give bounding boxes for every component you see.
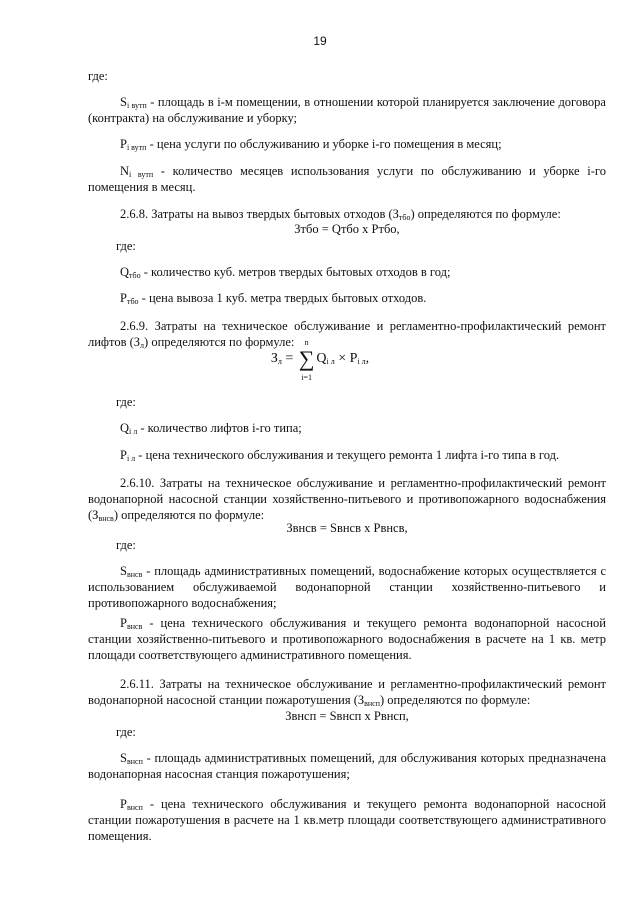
definition-q-l: $Q_{i л}$ - количество лифтов i-го типа; xyxy=(120,421,302,436)
formula-2-6-10: Звнсв = Sвнсв х Pвнсв, xyxy=(286,521,408,535)
definition-s-vnsv: $S_{внсв}$ - площадь административных помещений, водоснабжение которых осуществляется с использованием обслуживаемой водонапорной станции хозяйственно-питьевого и противопожарного водоснабжения; xyxy=(88,564,606,610)
where-label-4: где: xyxy=(116,538,136,552)
definition-n-vutp: $N_{i вутп}$ - количество месяцев использования услуги по обслуживанию и уборке i-го помещения в месяц. xyxy=(88,164,606,194)
definition-q-tbo: $Q_{тбо}$ - количество куб. метров твердых бытовых отходов в год; xyxy=(120,265,451,280)
formula-2-6-8: Зтбо = Qтбо х Pтбо, xyxy=(294,222,400,236)
definition-s-vutp: $S_{i вутп}$ - площадь в i-м помещении, в отношении которой планируется заключение договора (контракта) на обслуживание и уборку; xyxy=(88,95,606,125)
section-2-6-8: 2.6.8. Затраты на вывоз твердых бытовых отходов $(З_{тбо})$ определяются по формуле: xyxy=(120,207,561,222)
where-label-3: где: xyxy=(116,395,136,409)
definition-p-tbo: $P_{тбо}$ - цена вывоза 1 куб. метра твердых бытовых отходов. xyxy=(120,291,427,306)
formula-2-6-9: $З_л$ = ∑ n i=1 $Q_{i л} \times P_{i л}$, xyxy=(270,338,370,382)
section-2-6-11: 2.6.11. Затраты на техническое обслуживание и регламентно-профилактический ремонт водонапорной насосной станции пожаротушения $(З_{внсп})$ определяются по формуле: xyxy=(88,677,606,708)
section-2-6-9: 2.6.9. Затраты на техническое обслуживание и регламентно-профилактический ремонт лифтов $(З_л)$ определяются по формуле: xyxy=(88,319,606,350)
where-label-5: где: xyxy=(116,725,136,739)
definition-p-vnsp: $P_{внсп}$ - цена технического обслуживания и текущего ремонта водонапорной насосной станции пожаротушения в расчете на 1 кв.метр площади соответствующего административного помещения. xyxy=(88,797,606,843)
page-number: 19 xyxy=(313,34,327,48)
definition-p-vnsv: $P_{внсв}$ - цена технического обслуживания и текущего ремонта водонапорной насосной станции хозяйственно-питьевого и противопожарного водоснабжения в расчете на 1 кв. метр площади соответствующего административного помещения. xyxy=(88,616,606,662)
definition-s-vnsp: $S_{внсп}$ - площадь административных помещений, для обслуживания которых предназначена водонапорная насосная станция пожаротушения; xyxy=(88,751,606,781)
sum-sign-icon: ∑ n i=1 xyxy=(298,338,315,382)
definition-p-l: $P_{i л}$ - цена технического обслуживания и текущего ремонта 1 лифта i-го типа в год. xyxy=(120,448,560,463)
section-2-6-10: 2.6.10. Затраты на техническое обслуживание и регламентно-профилактический ремонт водонапорной насосной станции хозяйственно-питьевого и противопожарного водоснабжения $(З_{внсв})$ определяются по формуле: xyxy=(88,476,606,523)
where-label-1: где: xyxy=(88,69,108,83)
definition-p-vutp: $P_{i вутп}$ - цена услуги по обслуживанию и уборке i-го помещения в месяц; xyxy=(120,137,502,152)
formula-2-6-11: Звнсп = Sвнсп х Pвнсп, xyxy=(285,709,409,723)
where-label-2: где: xyxy=(116,239,136,253)
